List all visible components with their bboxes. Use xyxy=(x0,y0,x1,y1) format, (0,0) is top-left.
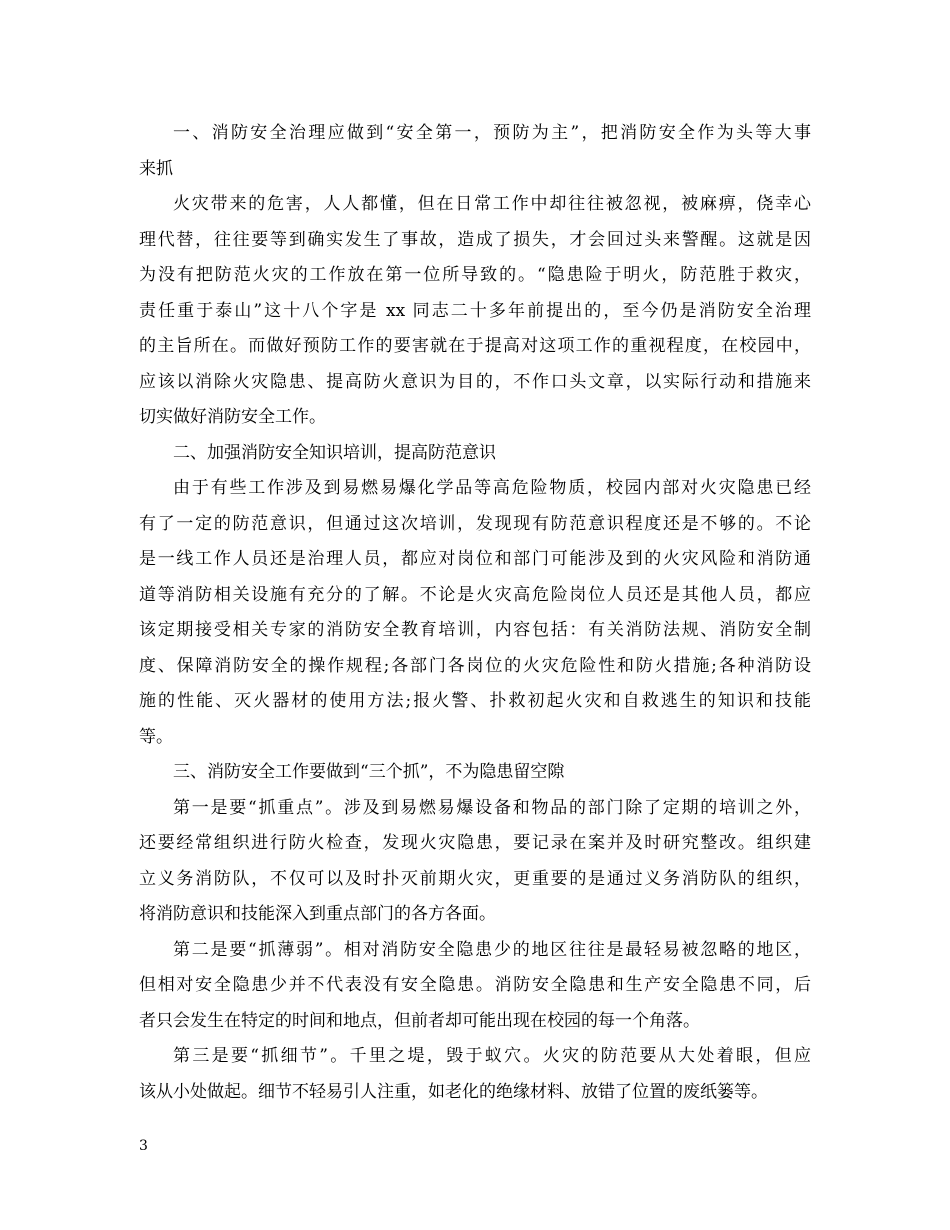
page-number: 3 xyxy=(139,1138,148,1154)
text-line: 责任重于泰山”这十八个字是 xx 同志二十多年前提出的，至今仍是消防安全治理 xyxy=(139,300,811,321)
text-line: 但相对安全隐患少并不代表没有安全隐患。消防安全隐患和生产安全隐患不同，后 xyxy=(139,975,811,995)
text-line: 等。 xyxy=(139,726,173,747)
text-line: 有了一定的防范意识，但通过这次培训，发现现有防范意识程度还是不够的。不论 xyxy=(139,513,811,534)
text-line: 为没有把防范火灾的工作放在第一位所导致的。“隐患险于明火，防范胜于救灾， xyxy=(139,265,811,285)
text-line: 的主旨所在。而做好预防工作的要害就在于提高对这项工作的重视程度，在校园中， xyxy=(139,336,811,356)
document-body xyxy=(139,116,811,1110)
text-line: 还要经常组织进行防火检查，发现火灾隐患，要记录在案并及时研究整改。组织建 xyxy=(139,833,811,853)
text-line: 立义务消防队，不仅可以及时扑灭前期火灾，更重要的是通过义务消防队的组织， xyxy=(139,868,811,889)
text-line: 应该以消除火灾隐患、提高防火意识为目的，不作口头文章，以实际行动和措施来 xyxy=(139,371,811,392)
text-line: 该从小处做起。细节不轻易引人注重，如老化的绝缘材料、放错了位置的废纸篓等。 xyxy=(139,1081,768,1102)
text-line: 切实做好消防安全工作。 xyxy=(139,407,326,427)
text-line: 火灾带来的危害，人人都懂，但在日常工作中却往往被忽视，被麻痹，侥幸心 xyxy=(173,194,811,214)
text-line: 由于有些工作涉及到易燃易爆化学品等高危险物质，校园内部对火灾隐患已经 xyxy=(173,478,811,498)
text-line: 施的性能、灭火器材的使用方法;报火警、扑救初起火灾和自救逃生的知识和技能 xyxy=(139,691,811,711)
text-line: 该定期接受相关专家的消防安全教育培训，内容包括：有关消防法规、消防安全制 xyxy=(139,620,811,640)
text-line: 三、消防安全工作要做到“三个抓”，不为隐患留空隙 xyxy=(173,762,565,782)
text-line: 一、消防安全治理应做到“安全第一，预防为主”，把消防安全作为头等大事 xyxy=(173,123,811,143)
text-line: 度、保障消防安全的操作规程;各部门各岗位的火灾危险性和防火措施;各种消防设 xyxy=(139,655,811,676)
text-line: 理代替，往往要等到确实发生了事故，造成了损失，才会回过头来警醒。这就是因 xyxy=(139,229,811,250)
text-line: 第二是要“抓薄弱”。相对消防安全隐患少的地区往往是最轻易被忽略的地区， xyxy=(173,939,811,960)
text-line: 第一是要“抓重点”。涉及到易燃易爆设备和物品的部门除了定期的培训之外， xyxy=(173,797,811,818)
text-line: 第三是要“抓细节”。千里之堤，毁于蚁穴。火灾的防范要从大处着眼，但应 xyxy=(173,1046,811,1066)
text-line: 来抓 xyxy=(139,158,173,179)
text-line: 二、加强消防安全知识培训，提高防范意识 xyxy=(173,442,496,463)
text-line: 道等消防相关设施有充分的了解。不论是火灾高危险岗位人员还是其他人员，都应 xyxy=(139,584,811,605)
text-line: 者只会发生在特定的时间和地点，但前者却可能出现在校园的每一个角落。 xyxy=(139,1010,700,1031)
text-line: 将消防意识和技能深入到重点部门的各方各面。 xyxy=(139,904,496,924)
text-line: 是一线工作人员还是治理人员，都应对岗位和部门可能涉及到的火灾风险和消防通 xyxy=(139,549,811,569)
